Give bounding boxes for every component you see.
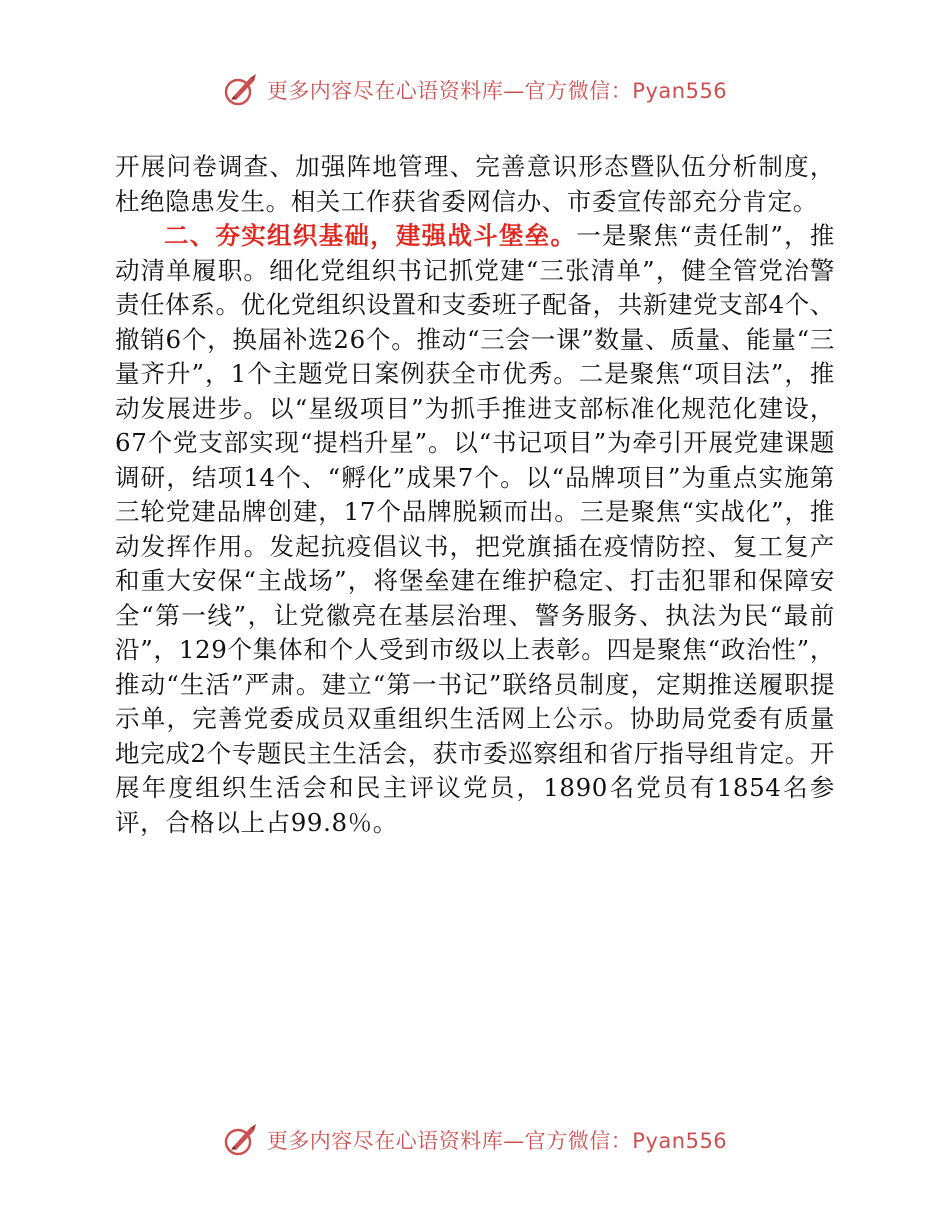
banner-text: 更多内容尽在心语资料库—官方微信：Pyan556 [266, 1129, 728, 1153]
paragraph [115, 219, 835, 840]
section-heading: 二、夯实组织基础，建强战斗堡垒。 [164, 221, 577, 250]
paragraph-body: 一是聚焦“责任制”，推动清单履职。细化党组织书记抓党建“三张清单”，健全管党治警责任体系。优化党组织设置和支委班子配备，共新建党支部4个、撤销6个，换届补选26个。推动“三会一课”数量、质量、能量“三量齐升”，1个主题党日案例获全市优秀。二是聚焦“项目法”，推动发展进步。以“星级项目”为抓手推进支部标准化规范化建设，67个党支部实现“提档升星”。以“书记项目”为牵引开展党建课题调研，结项14个、“孵化”成果7个。以“品牌项目”为重点实施第三轮党建品牌创建，17个品牌脱颖而出。三是聚焦“实战化”，推动发挥作用。发起抗疫倡议书，把党旗插在疫情防控、复工复产和重大安保“主战场”，将堡垒建在维护稳定、打击犯罪和保障安全“第一线”，让党徽亮在基层治理、警务服务、执法为民“最前沿”，129个集体和个人受到市级以上表彰。四是聚焦“政治性”，推动“生活”严肃。建立“第一书记”联络员制度，定期推送履职提示单，完善党委成员双重组织生活网上公示。协助局党委有质量地完成2个专题民主生活会，获市委巡察组和省厅指导组肯定。开展年度组织生活会和民主评议党员，1890名党员有1854名参评，合格以上占99.8％。 [115, 221, 835, 837]
banner-text: 更多内容尽在心语资料库—官方微信：Pyan556 [266, 79, 728, 103]
quill-pen-logo-icon [223, 73, 259, 107]
footer-banner [0, 1120, 950, 1160]
header-banner [0, 70, 950, 110]
quill-pen-logo-icon [223, 1123, 259, 1157]
paragraph: 开展问卷调查、加强阵地管理、完善意识形态暨队伍分析制度，杜绝隐患发生。相关工作获省委网信办、市委宣传部充分肯定。 [115, 152, 835, 216]
document-body [115, 150, 835, 840]
